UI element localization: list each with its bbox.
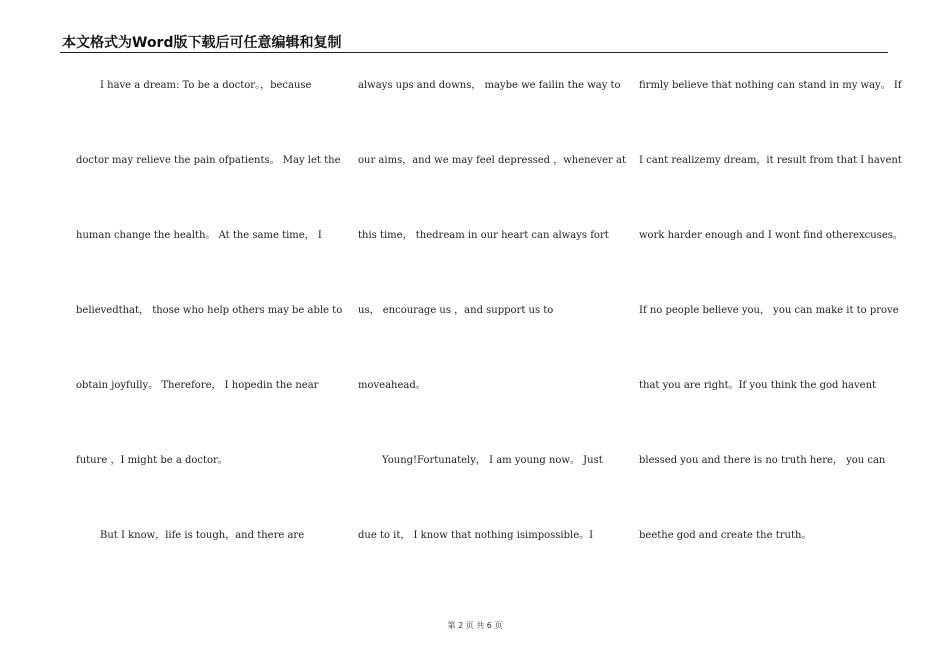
text-line: I cant realizemy dream，it result from that I havent (639, 155, 902, 166)
header-title: 本文格式为Word版下载后可任意编辑和复制 (62, 35, 342, 51)
text-line: that you are right。If you think the god havent (639, 380, 877, 391)
header-divider (60, 52, 888, 53)
text-line: work harder enough and I wont find otherexcuses。 (639, 230, 903, 241)
text-line: I have a dream: To be a doctor。，because (100, 80, 312, 91)
text-line: If no people believe you， you can make it to prove (639, 305, 899, 316)
text-line: obtain joyfully。 Therefore， I hopedin the near (76, 380, 319, 391)
text-line: due to it， I know that nothing isimpossible。I (358, 530, 594, 541)
text-line: us， encourage us ，and support us to (358, 305, 554, 316)
document-header (62, 34, 888, 54)
text-line: Young!Fortunately， I am young now。 Just (382, 455, 603, 466)
text-line: But I know，life is tough，and there are (100, 530, 305, 541)
text-line: human change the health。 At the same time， I (76, 230, 322, 241)
text-line: future ，I might be a doctor。 (76, 455, 228, 466)
page-number-footer: 第 2 页 共 6 页 (447, 621, 503, 630)
text-line: blessed you and there is no truth here， you can (639, 455, 886, 466)
text-line: moveahead。 (358, 380, 426, 391)
text-line: doctor may relieve the pain ofpatients。 May let the (76, 155, 341, 166)
text-line: our aims，and we may feel depressed ，whenever at (358, 155, 626, 166)
text-line: firmly believe that nothing can stand in my way。 If (639, 80, 902, 91)
text-line: believedthat， those who help others may be able to (76, 305, 343, 316)
text-line: this time， thedream in our heart can always fort (358, 230, 609, 241)
text-line: beethe god and create the truth。 (639, 530, 812, 541)
text-line: always ups and downs， maybe we failin the way to (358, 80, 621, 91)
